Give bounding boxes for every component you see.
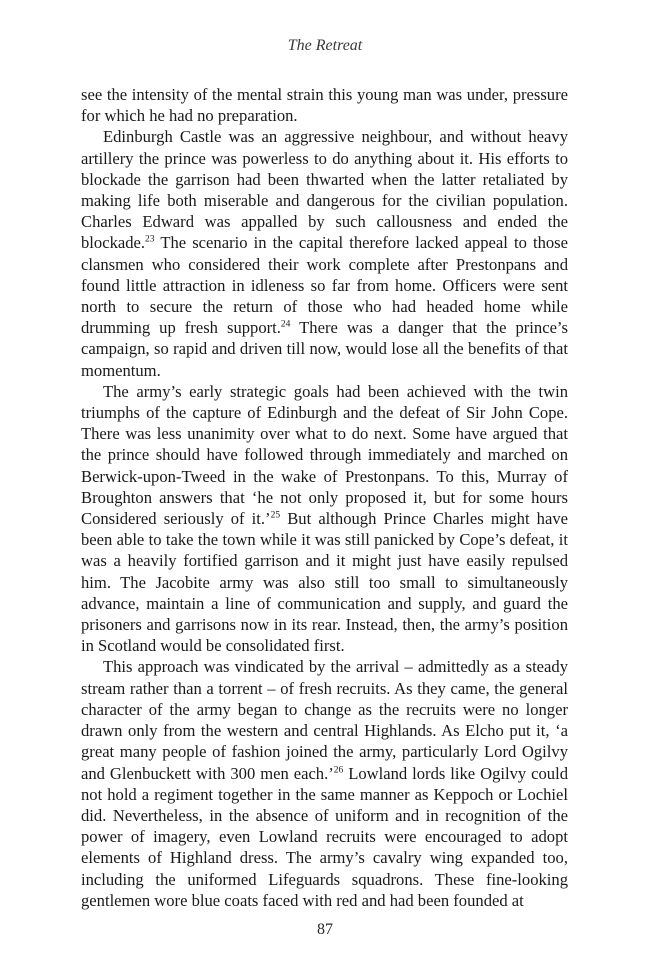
text-run: The scenario in the capital therefore lacked appeal to those clansmen who considered their work complete after Prestonpans and found little attraction in idleness so far from home. Officers were sent north to secure the return of those who had headed home while drumming up fresh support.: [81, 233, 568, 338]
text-run: Edinburgh Castle was an aggressive neighbour, and without heavy artillery the prince was powerless to do anything about it. His efforts to blockade the garrison had been thwarted when the latter retaliated by making life both miserable and dangerous for the civilian population. Charles Edward was appalled by such callousness and ended the blockade.: [81, 127, 568, 253]
footnote-ref: 24: [280, 319, 291, 330]
text-run: But although Prince Charles might have been able to take the town while it was still panicked by Cope’s defeat, it was a heavily fortified garrison and it might just have easily repulsed him. The Jacobite army was also still too small to simultaneously advance, maintain a line of communication and supply, and guard the prisoners and garrisons now in its rear. Instead, then, the army’s position in Scotland would be consolidated first.: [81, 509, 568, 656]
text-run: The army’s early strategic goals had been achieved with the twin triumphs of the capture of Edinburgh and the defeat of Sir John Cope. There was less unanimity over what to do next. Some have argued that the prince should have followed through immediately and marched on Berwick-upon-Tweed in the wake of Prestonpans. To this, Murray of Broughton answers that ‘he not only proposed it, but for some hours Considered seriously of it.’: [81, 381, 568, 529]
page-number: 87: [317, 921, 333, 938]
text-run: There was a danger that the prince’s campaign, so rapid and driven till now, would lose all the benefits of that momentum.: [81, 318, 568, 380]
paragraph: [81, 656, 568, 910]
footnote-ref: 26: [333, 764, 344, 775]
running-head: The Retreat: [287, 37, 363, 54]
body-text: [81, 84, 568, 911]
paragraph: [81, 381, 568, 657]
paragraph: [81, 126, 568, 380]
text-run: see the intensity of the mental strain this young man was under, pressure for which he had no preparation.: [81, 85, 568, 126]
paragraph: [81, 84, 568, 126]
text-run: Lowland lords like Ogilvy could not hold a regiment together in the same manner as Keppoch or Lochiel did. Nevertheless, in the absence of uniform and in recognition of the power of imagery, even Lowland recruits were encouraged to adopt elements of Highland dress. The army’s cavalry wing expanded too, including the uniformed Lifeguards squadrons. These fine-looking gentlemen wore blue coats faced with red and had been founded at: [81, 763, 568, 910]
footnote-ref: 25: [270, 510, 281, 521]
text-run: This approach was vindicated by the arrival – admittedly as a steady stream rather than a torrent – of fresh recruits. As they came, the general character of the army began to change as the recruits were no longer drawn only from the western and central Highlands. As Elcho put it, ‘a great many people of fashion joined the army, particularly Lord Ogilvy and Glenbuckett with 300 men each.’: [81, 657, 568, 783]
footnote-ref: 23: [145, 234, 155, 245]
